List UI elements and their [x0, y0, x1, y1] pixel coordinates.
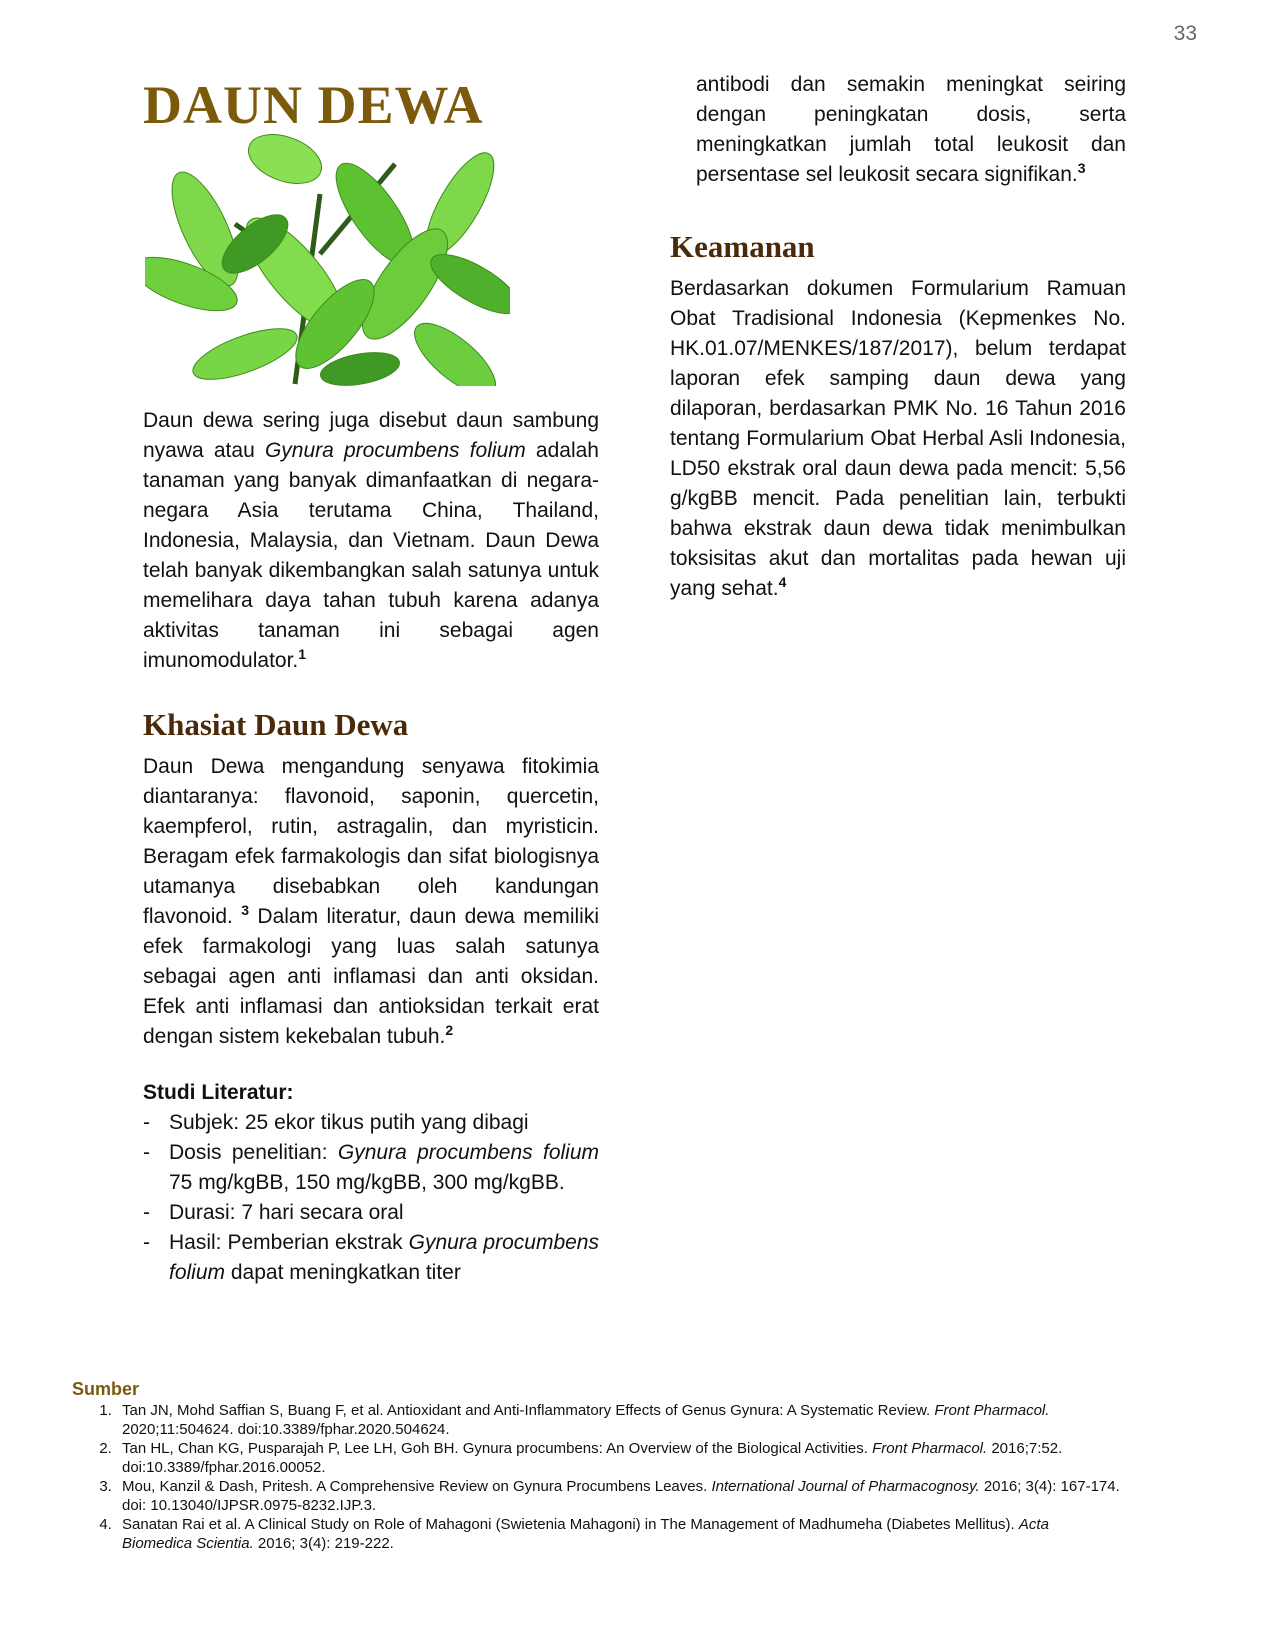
keamanan-paragraph: Berdasarkan dokumen Formularium Ramuan Obat Tradisional Indonesia (Kepmenkes No. HK.01.07/MENKES/187/2017), belum terdapat laporan efek samping daun dewa yang dilaporan, berdasarkan PMK No. 16 Tahun 2016 tentang Formularium Obat Herbal Asli Indonesia, LD50 ekstrak oral daun dewa pada mencit: 5,56 g/kgBB mencit. Pada penelitian lain, terbukti bahwa ekstrak daun dewa tidak menimbulkan toksisitas akut dan mortalitas pada hewan uji yang sehat.$^4$ — [670, 277, 1126, 600]
page-title: DAUN DEWA — [143, 75, 484, 135]
khasiat-paragraph: Daun Dewa mengandung senyawa fitokimia diantaranya: flavonoid, saponin, quercetin, kaempferol, rutin, astragalin, dan myristicin. Beragam efek farmakologis dan sifat biologisnya utamanya disebabkan oleh kandungan flavonoid. $^3$ Dalam literatur, daun dewa memiliki efek farmakologi yang luas salah satunya sebagai agen anti inflamasi dan anti oksidan. Efek anti inflamasi dan antioksidan terkait erat dengan sistem kekebalan tubuh.$^2$ — [143, 755, 599, 1048]
intro-paragraph: Daun dewa sering juga disebut daun sambung nyawa atau Gynura procumbens folium adalah tanaman yang banyak dimanfaatkan di negara-negara Asia terutama China, Thailand, Indonesia, Malaysia, dan Vietnam. Daun Dewa telah banyak dikembangkan salah satunya untuk memelihara daya tahan tubuh karena adanya aktivitas tanaman ini sebagai agen imunomodulator.$^1$ — [143, 409, 599, 672]
reference-item: 2. Tan HL, Chan KG, Pusparajah P, Lee LH, Goh BH. Gynura procumbens: An Overview of the Biological Activities. Front Pharmacol. 2016;7:52. doi:10.3389/fphar.2016.00052. — [116, 1439, 1122, 1477]
reference-list — [72, 1401, 1122, 1553]
reference-item: 3. Mou, Kanzil & Dash, Pritesh. A Comprehensive Review on Gynura Procumbens Leaves. International Journal of Pharmacognosy. 2016; 3(4): 167-174. doi: 10.13040/IJPSR.0975-8232.IJP.3. — [116, 1477, 1122, 1515]
left-column — [143, 75, 599, 1288]
studi-heading: Studi Literatur: — [143, 1081, 294, 1104]
list-item: - Subjek: 25 ekor tikus putih yang dibagi — [143, 1108, 599, 1138]
keamanan-heading: Keamanan — [670, 229, 815, 264]
plant-leaves-photo-icon — [145, 134, 510, 386]
khasiat-heading: Khasiat Daun Dewa — [143, 707, 409, 742]
studi-list — [143, 1108, 599, 1288]
reference-item: 4. Sanatan Rai et al. A Clinical Study on Role of Mahagoni (Swietenia Mahagoni) in The Management of Madhumeha (Diabetes Mellitus). Acta Biomedica Scientia. 2016; 3(4): 219-222. — [116, 1515, 1122, 1553]
sources-section — [72, 1380, 1122, 1553]
list-item: - Durasi: 7 hari secara oral — [143, 1198, 599, 1228]
right-column — [670, 70, 1126, 604]
page-number: 33 — [1173, 22, 1197, 45]
studi-hasil-continuation: antibodi dan semakin meningkat seiring dengan peningkatan dosis, serta meningkatkan jumlah total leukosit dan persentase sel leukosit secara signifikan.$^3$ — [696, 73, 1126, 186]
list-item: - Dosis penelitian: Gynura procumbens folium 75 mg/kgBB, 150 mg/kgBB, 300 mg/kgBB. — [143, 1138, 599, 1198]
list-item: - Hasil: Pemberian ekstrak Gynura procumbens folium dapat meningkatkan titer — [143, 1228, 599, 1288]
sources-heading: Sumber — [72, 1379, 140, 1399]
reference-item: 1. Tan JN, Mohd Saffian S, Buang F, et al. Antioxidant and Anti-Inflammatory Effects of Genus Gynura: A Systematic Review. Front Pharmacol. 2020;11:504624. doi:10.3389/fphar.2020.504624. — [116, 1401, 1122, 1439]
